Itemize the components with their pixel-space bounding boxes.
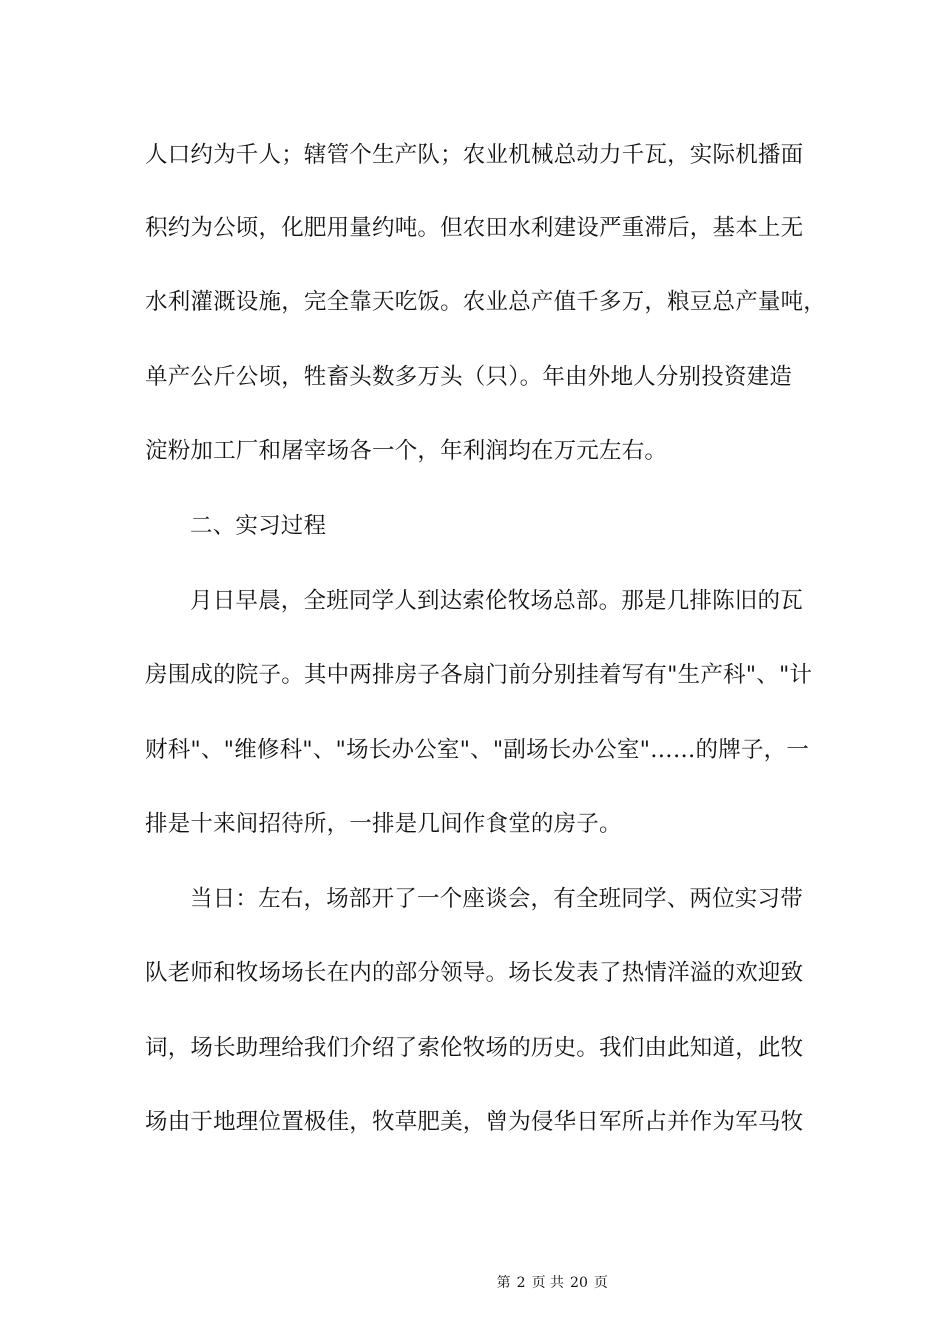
text-line: 单产公斤公顷，牲畜头数多万头（只）。年由外地人分别投资建造 [145,364,793,390]
text-line: 队老师和牧场场长在内的部分领导。场长发表了热情洋溢的欢迎致 [145,960,804,986]
footer-prefix: 第 [496,1275,511,1291]
text-line: 月日早晨，全班同学人到达索伦牧场总部。那是几排陈旧的瓦 [190,588,803,614]
text-line: 水利灌溉设施，完全靠天吃饭。农业总产值千多万，粮豆总产量吨， [145,289,827,315]
page-footer [0,1238,950,1328]
text-line: 积约为公顷，化肥用量约吨。但农田水利建设严重滞后，基本上无 [145,215,804,241]
footer-suffix: 页 [593,1275,608,1291]
text-line: 排是十来间招待所，一排是几间作食堂的房子。 [145,811,622,837]
text-line: 人口约为千人；辖管个生产队；农业机械总动力千瓦，实际机播面 [145,142,804,168]
text-line: 房围成的院子。其中两排房子各扇门前分别挂着写有"生产科"、"计 [145,662,813,688]
text-line: 当日：左右，场部开了一个座谈会，有全班同学、两位实习带 [190,886,803,912]
footer-middle: 页 共 [531,1275,565,1291]
page-number [467,1256,611,1310]
footer-current-page: 2 [516,1275,526,1291]
section-heading: 二、实习过程 [190,513,327,539]
text-line: 淀粉加工厂和屠宰场各一个，年利润均在万元左右。 [145,438,668,464]
footer-total-pages: 20 [570,1275,588,1291]
text-line: 场由于地理位置极佳，牧草肥美，曾为侵华日军所占并作为军马牧 [145,1109,804,1135]
text-line: 财科"、"维修科"、"场长办公室"、"副场长办公室"……的牌子，一 [145,737,810,763]
text-line: 词，场长助理给我们介绍了索伦牧场的历史。我们由此知道，此牧 [145,1035,804,1061]
